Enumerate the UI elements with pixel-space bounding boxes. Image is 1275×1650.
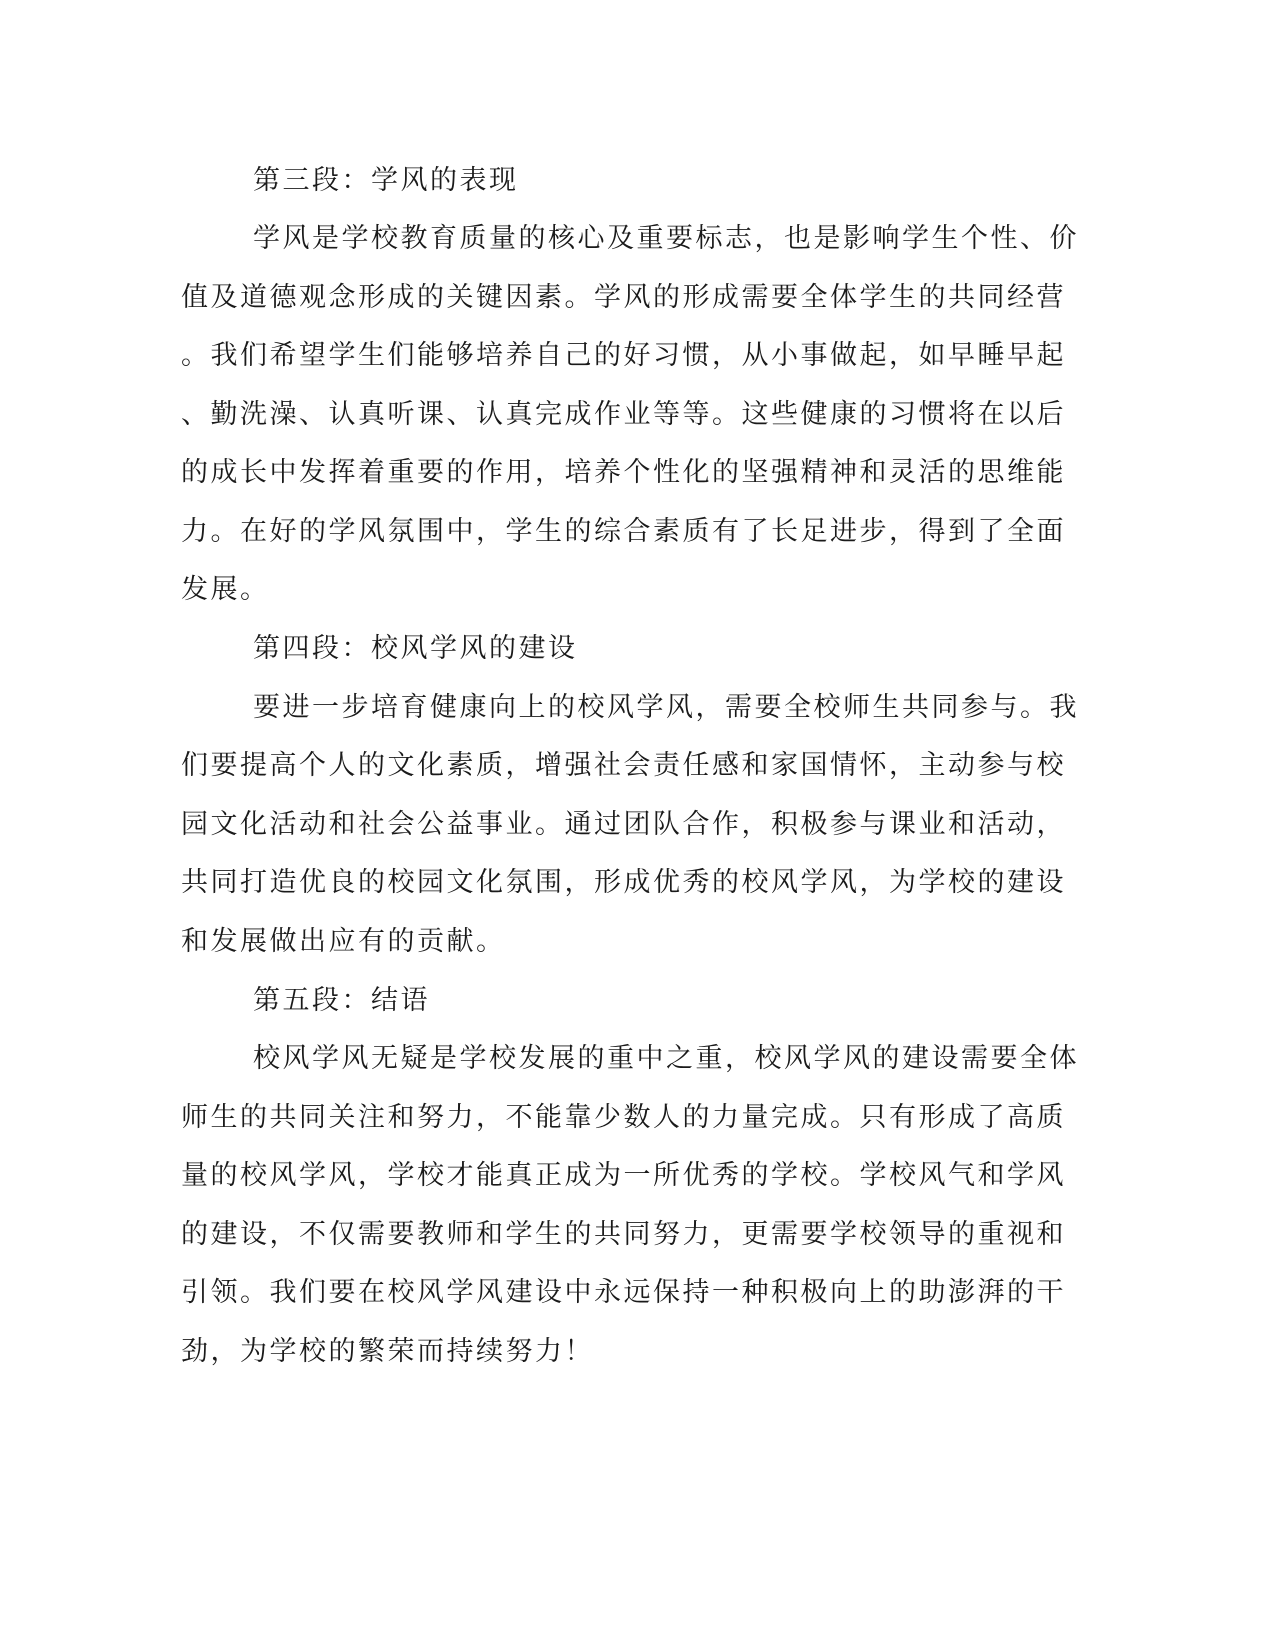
section-3-line-3: 。我们希望学生们能够培养自己的好习惯，从小事做起，如早睡早起 (181, 340, 1066, 371)
section-4-heading: 第四段：校风学风的建设 (253, 633, 578, 664)
section-3-heading: 第三段：学风的表现 (253, 165, 519, 196)
section-3-line-6: 力。在好的学风氛围中，学生的综合素质有了长足进步，得到了全面 (181, 516, 1066, 547)
section-3-line-5: 的成长中发挥着重要的作用，培养个性化的坚强精神和灵活的思维能 (181, 457, 1066, 488)
section-5-line-1: 校风学风无疑是学校发展的重中之重，校风学风的建设需要全体 (253, 1043, 1079, 1074)
section-3-line-7: 发展。 (181, 574, 270, 605)
section-3-line-4: 、勤洗澡、认真听课、认真完成作业等等。这些健康的习惯将在以后 (181, 399, 1066, 430)
section-5-line-4: 的建设，不仅需要教师和学生的共同努力，更需要学校领导的重视和 (181, 1219, 1066, 1250)
section-3-line-2: 值及道德观念形成的关键因素。学风的形成需要全体学生的共同经营 (181, 282, 1066, 313)
section-5-line-2: 师生的共同关注和努力，不能靠少数人的力量完成。只有形成了高质 (181, 1102, 1066, 1133)
section-5-line-3: 量的校风学风，学校才能真正成为一所优秀的学校。学校风气和学风 (181, 1160, 1066, 1191)
section-4-line-1: 要进一步培育健康向上的校风学风，需要全校师生共同参与。我 (253, 692, 1079, 723)
section-5-line-5: 引领。我们要在校风学风建设中永远保持一种积极向上的助澎湃的干 (181, 1277, 1066, 1308)
section-4-line-3: 园文化活动和社会公益事业。通过团队合作，积极参与课业和活动， (181, 809, 1066, 840)
section-5-line-6: 劲，为学校的繁荣而持续努力！ (181, 1336, 594, 1367)
section-4-line-2: 们要提高个人的文化素质，增强社会责任感和家国情怀，主动参与校 (181, 750, 1066, 781)
section-4-line-4: 共同打造优良的校园文化氛围，形成优秀的校风学风，为学校的建设 (181, 867, 1066, 898)
section-4-line-5: 和发展做出应有的贡献。 (181, 926, 506, 957)
section-5-heading: 第五段：结语 (253, 985, 430, 1016)
section-3-line-1: 学风是学校教育质量的核心及重要标志，也是影响学生个性、价 (253, 223, 1079, 254)
